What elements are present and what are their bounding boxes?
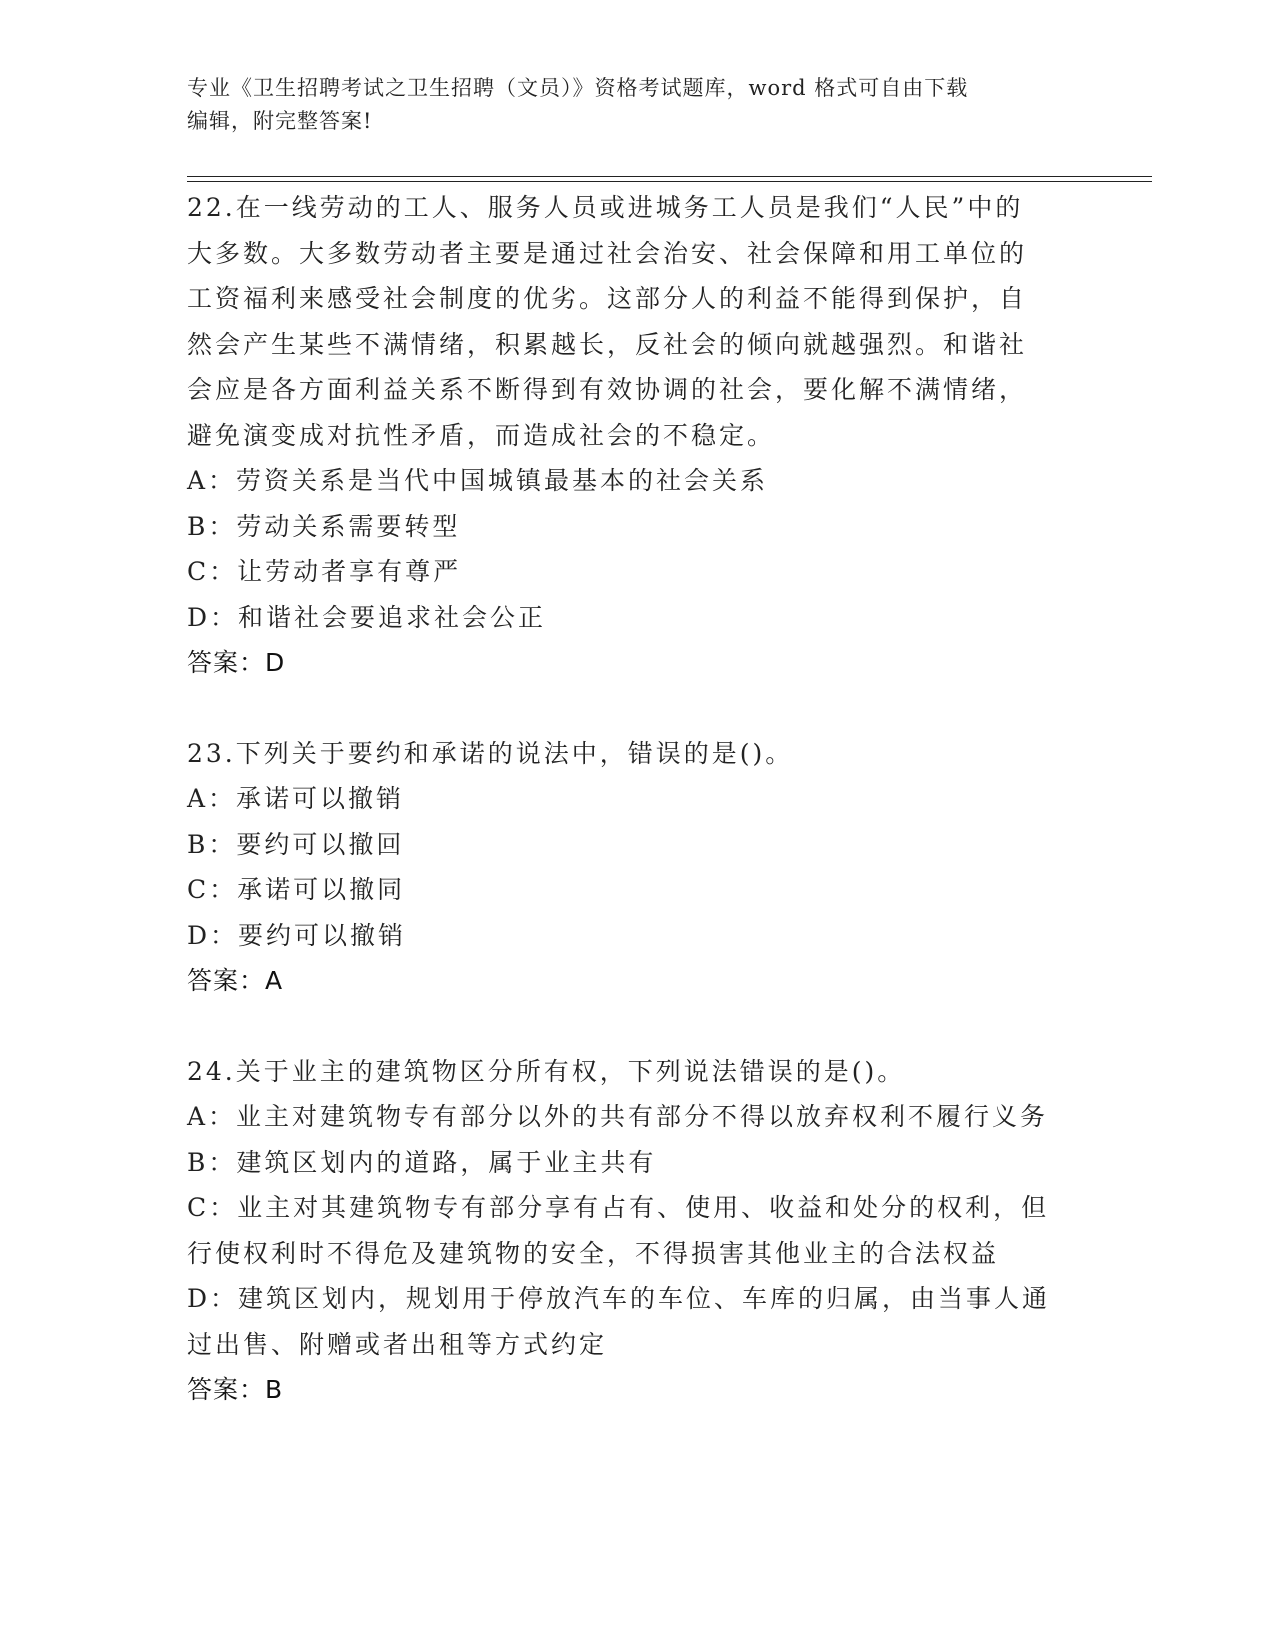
option-b: B：劳动关系需要转型 <box>187 511 461 541</box>
answer-line: 答案：B <box>187 1375 284 1404</box>
option-c: C：让劳动者享有尊严 <box>187 557 462 586</box>
answer-line: 答案：A <box>187 966 284 995</box>
option-a: A：劳资关系是当代中国城镇最基本的社会关系 <box>187 466 769 495</box>
question-stem-line: 工资福利来感受社会制度的优劣。这部分人的利益不能得到保护，自 <box>187 284 1028 313</box>
question-stem-line: 然会产生某些不满情绪，积累越长，反社会的倾向就越强烈。和谐社 <box>187 329 1028 359</box>
question-stem-line: 23.下列关于要约和承诺的说法中，错误的是()。 <box>187 738 794 768</box>
header-line: 专业《卫生招聘考试之卫生招聘（文员）》资格考试题库，word 格式可自由下载 <box>187 76 969 100</box>
question-22 <box>187 185 1087 686</box>
question-list <box>187 185 1087 1413</box>
page-header <box>187 72 1087 138</box>
question-stem-line: 22.在一线劳动的工人、服务人员或进城务工人员是我们“人民”中的 <box>187 193 1024 222</box>
option-a: A：承诺可以撤销 <box>187 784 405 813</box>
option-c-continued: 行使权利时不得危及建筑物的安全，不得损害其他业主的合法权益 <box>187 1238 1000 1268</box>
question-23 <box>187 731 1087 1004</box>
option-b: B：要约可以撤回 <box>187 829 405 859</box>
header-line: 编辑，附完整答案! <box>187 109 373 133</box>
question-stem-line: 会应是各方面利益关系不断得到有效协调的社会，要化解不满情绪， <box>187 375 1028 404</box>
option-d-continued: 过出售、附赠或者出租等方式约定 <box>187 1329 608 1359</box>
question-spacer <box>187 1004 1087 1049</box>
question-24 <box>187 1049 1087 1413</box>
option-a: A：业主对建筑物专有部分以外的共有部分不得以放弃权利不履行义务 <box>187 1102 1049 1131</box>
question-spacer <box>187 686 1087 731</box>
option-d: D：要约可以撤销 <box>187 920 407 950</box>
option-d: D：和谐社会要追求社会公正 <box>187 602 547 632</box>
option-c: C：业主对其建筑物专有部分享有占有、使用、收益和处分的权利，但 <box>187 1193 1050 1222</box>
option-d: D：建筑区划内，规划用于停放汽车的车位、车库的归属，由当事人通 <box>187 1284 1051 1313</box>
question-stem-line: 大多数。大多数劳动者主要是通过社会治安、社会保障和用工单位的 <box>187 238 1028 268</box>
header-divider-bottom <box>187 181 1152 182</box>
question-stem-line: 避免演变成对抗性矛盾，而造成社会的不稳定。 <box>187 420 776 450</box>
question-stem-line: 24.关于业主的建筑物区分所有权，下列说法错误的是()。 <box>187 1056 906 1086</box>
header-divider-top <box>187 176 1152 177</box>
option-c: C：承诺可以撤同 <box>187 875 406 904</box>
answer-line: 答案：D <box>187 648 286 677</box>
option-b: B：建筑区划内的道路，属于业主共有 <box>187 1147 657 1177</box>
